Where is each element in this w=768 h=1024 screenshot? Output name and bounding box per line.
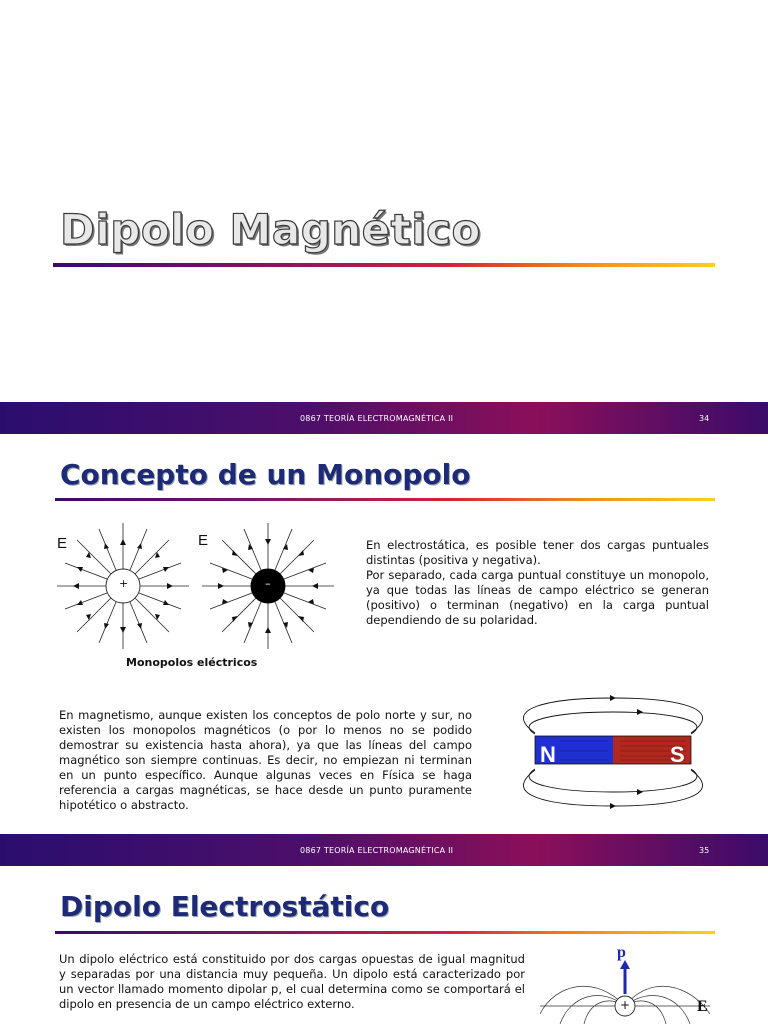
positive-charge-sign: + <box>119 577 129 590</box>
footer-course-text: 0867 TEORÍA ELECTROMAGNÉTICA II <box>300 414 454 423</box>
slide-35 <box>0 434 768 834</box>
footer-band-34 <box>0 402 768 434</box>
title-underline <box>55 498 715 501</box>
slide-36-title: Dipolo Electrostático <box>60 890 390 923</box>
dipole-moment-label: p <box>617 944 626 961</box>
paragraph-1: En electrostática, es posible tener dos cargas puntuales distintas (positiva y negativa). <box>366 538 709 567</box>
magnet-north-label: N <box>540 742 556 767</box>
monopoles-caption: Monopolos eléctricos <box>126 656 258 669</box>
page-number: 34 <box>699 414 710 423</box>
footer-course-text: 0867 TEORÍA ELECTROMAGNÉTICA II <box>300 846 454 855</box>
magnet-south-label: S <box>670 742 685 767</box>
dipole-paragraph: Un dipolo eléctrico está constituido por dos cargas opuestas de igual magnitud y separadas por una distancia muy pequeña. Un dipolo está caracterizado por un vector llamado momento dipolar p, el cual determina como se comportará el dipolo en presencia de un campo eléctrico externo. <box>59 952 525 1011</box>
page-number: 35 <box>699 846 710 855</box>
slide-36 <box>0 866 768 1024</box>
electrostatics-paragraph <box>366 538 709 628</box>
footer-band-35 <box>0 834 768 866</box>
paragraph-2: Por separado, cada carga puntual constituye un monopolo, ya que todas las líneas de campo eléctrico se generan (positivo) o terminan (negativo) en la carga puntual dependiendo de su polaridad. <box>366 568 709 627</box>
slide-34 <box>0 0 768 402</box>
slide-34-title: Dipolo Magnético <box>60 205 481 254</box>
negative-charge-sign: – <box>265 577 271 590</box>
slide-35-title: Concepto de un Monopolo <box>60 458 471 491</box>
dipole-positive-sign: + <box>620 998 631 1012</box>
field-e-label: E <box>697 998 708 1015</box>
e-label-negative: E <box>198 532 209 549</box>
title-underline <box>53 263 715 267</box>
magnetism-paragraph: En magnetismo, aunque existen los conceptos de polo norte y sur, no existen los monopolos magnéticos (o por lo menos no se podido demostrar su existencia hasta ahora), ya que las líneas del campo magnético son siempre continuas. Es decir, no empiezan ni terminan en un punto específico. Aunque algunas veces en Física se haga referencia a cargas magnéticas, se hace desde un punto puramente hipotético o abstracto. <box>59 708 472 812</box>
title-underline <box>55 931 715 934</box>
e-label-positive: E <box>57 535 68 552</box>
